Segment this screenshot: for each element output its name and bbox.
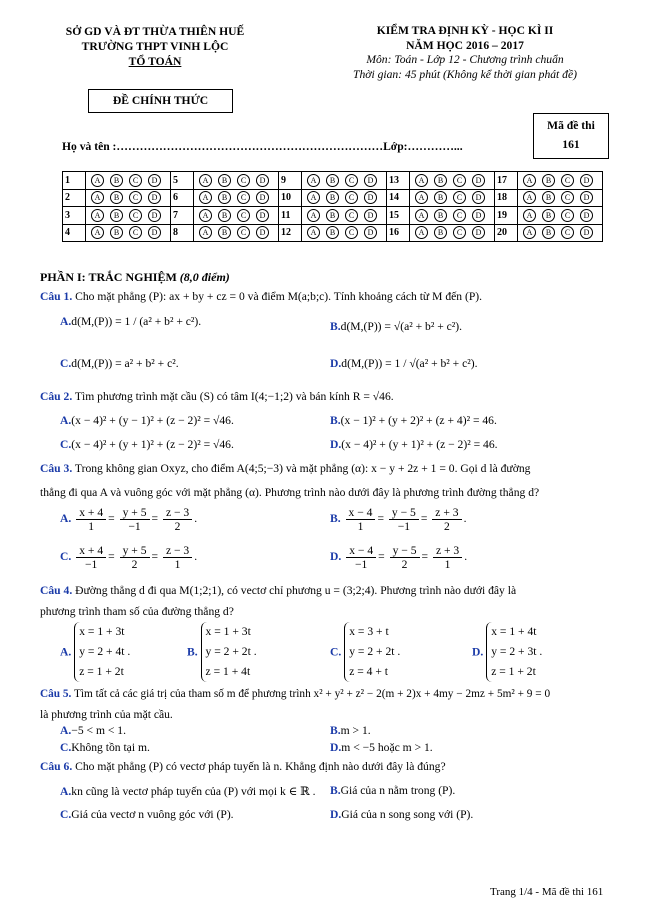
- q6-b-text: Giá của n nằm trong (P).: [340, 784, 456, 797]
- official-stamp: [88, 89, 233, 113]
- answer-bubble-d[interactable]: D: [256, 209, 269, 222]
- answer-bubble-d[interactable]: D: [364, 226, 377, 239]
- answer-bubble-a[interactable]: A: [91, 174, 104, 187]
- section-points: (8,0 điểm): [179, 270, 230, 284]
- question-4: [40, 584, 516, 597]
- answer-bubbles: [86, 189, 171, 207]
- q5-text-1: Tìm tất cả các giá trị của tham số m để phương trình x² + y² + z² − 2(m + 2)x + 4my − 2mz + 5m² + 9 = 0: [74, 688, 551, 700]
- answer-bubble-a[interactable]: A: [199, 209, 212, 222]
- answer-number: 19: [495, 207, 518, 225]
- answer-bubble-c[interactable]: C: [237, 191, 250, 204]
- answer-bubbles: [410, 224, 495, 242]
- answer-bubble-b[interactable]: B: [434, 226, 447, 239]
- answer-bubble-b[interactable]: B: [434, 174, 447, 187]
- answer-bubble-c[interactable]: C: [129, 191, 142, 204]
- q4-option-a[interactable]: A. x = 1 + 3t y = 2 + 4t . z = 1 + 2t: [60, 622, 130, 682]
- q1-option-a[interactable]: A.d(M,(P)) = 1 / (a² + b² + c²).: [60, 315, 202, 328]
- answer-bubble-d[interactable]: D: [148, 209, 161, 222]
- section-title: PHẦN I: TRẮC NGHIỆM (8,0 điểm): [40, 270, 230, 284]
- q1-d-text: d(M,(P)) = 1 / √(a² + b² + c²).: [341, 357, 478, 370]
- answer-bubble-c[interactable]: C: [561, 226, 574, 239]
- answer-number: 20: [495, 224, 518, 242]
- answer-bubble-c[interactable]: C: [237, 209, 250, 222]
- q5-b-text: m > 1.: [340, 724, 371, 737]
- answer-bubble-a[interactable]: A: [199, 174, 212, 187]
- q6-option-b[interactable]: B.Giá của n nằm trong (P).: [330, 784, 456, 797]
- answer-bubble-a[interactable]: A: [523, 191, 536, 204]
- answer-bubbles: [302, 189, 387, 207]
- q3-text-2: thẳng đi qua A và vuông góc với mặt phẳng (α). Phương trình nào dưới đây là phương trình đường thẳng d?: [40, 486, 540, 499]
- answer-bubble-a[interactable]: A: [523, 174, 536, 187]
- school-year: NĂM HỌC 2016 – 2017: [406, 38, 524, 52]
- answer-bubble-d[interactable]: D: [580, 226, 593, 239]
- answer-bubble-b[interactable]: B: [110, 174, 123, 187]
- answer-bubble-b[interactable]: B: [326, 209, 339, 222]
- answer-bubble-c[interactable]: C: [129, 226, 142, 239]
- q6-d-text: Giá của n song song với (P).: [341, 808, 474, 821]
- q5-label: Câu 5.: [40, 688, 72, 700]
- answer-row: [63, 207, 603, 225]
- answer-number: 14: [387, 189, 410, 207]
- answer-bubble-d[interactable]: D: [256, 191, 269, 204]
- q4-option-b[interactable]: B. x = 1 + 3t y = 2 + 2t . z = 1 + 4t: [187, 622, 257, 682]
- q1-option-b[interactable]: B.d(M,(P)) = √(a² + b² + c²).: [330, 320, 463, 333]
- answer-bubble-a[interactable]: A: [307, 191, 320, 204]
- q5-option-b[interactable]: B.m > 1.: [330, 724, 371, 737]
- page-footer: Trang 1/4 - Mã đề thi 161: [490, 886, 604, 898]
- answer-bubble-b[interactable]: B: [542, 174, 555, 187]
- q3-label: Câu 3.: [40, 462, 73, 475]
- answer-bubbles: [518, 207, 603, 225]
- q3-option-c[interactable]: C. $\frac{x + 4}{-1}$ = $\frac{y + 5}{2}$ = $\frac{z - 3}{1}$ .: [60, 544, 198, 571]
- q5-option-c[interactable]: C.Không tồn tại m.: [60, 741, 150, 754]
- answer-bubble-d[interactable]: D: [364, 209, 377, 222]
- exam-code-box: [533, 113, 609, 159]
- answer-bubble-d[interactable]: D: [148, 191, 161, 204]
- answer-bubbles: [302, 207, 387, 225]
- question-5: [40, 688, 550, 700]
- q2-option-a[interactable]: A.(x − 4)² + (y − 1)² + (z − 2)² = √46.: [60, 414, 234, 427]
- answer-bubbles: [302, 224, 387, 242]
- question-6: [40, 760, 446, 773]
- q2-option-d[interactable]: D.(x − 4)² + (y + 1)² + (z − 2)² = 46.: [330, 438, 498, 451]
- q6-option-a[interactable]: A.kn cũng là vectơ pháp tuyến của (P) với mọi k ∈ ℝ .: [60, 785, 316, 798]
- answer-number: 15: [387, 207, 410, 225]
- answer-number: 12: [279, 224, 302, 242]
- answer-bubble-a[interactable]: A: [91, 209, 104, 222]
- exam-code-label: Mã đề thi: [547, 119, 595, 132]
- answer-bubble-a[interactable]: A: [91, 191, 104, 204]
- answer-bubbles: [518, 189, 603, 207]
- q3-option-b[interactable]: B. $\frac{x - 4}{1}$ = $\frac{y - 5}{-1}$ = $\frac{z + 3}{2}$ .: [330, 506, 467, 533]
- answer-bubble-b[interactable]: B: [542, 191, 555, 204]
- answer-bubble-a[interactable]: A: [91, 226, 104, 239]
- answer-bubble-a[interactable]: A: [415, 226, 428, 239]
- answer-number: 10: [279, 189, 302, 207]
- answer-bubble-c[interactable]: C: [453, 174, 466, 187]
- answer-bubbles: [194, 189, 279, 207]
- q5-option-d[interactable]: D.m < −5 hoặc m > 1.: [330, 741, 433, 754]
- answer-bubble-a[interactable]: A: [523, 226, 536, 239]
- q1-option-d[interactable]: D.d(M,(P)) = 1 / √(a² + b² + c²).: [330, 357, 478, 370]
- answer-bubble-c[interactable]: C: [345, 226, 358, 239]
- answer-bubble-b[interactable]: B: [110, 191, 123, 204]
- q2-text: Tìm phương trình mặt cầu (S) có tâm I(4;−1;2) và bán kính R = √46.: [74, 390, 394, 403]
- answer-row: [63, 172, 603, 190]
- answer-bubble-d[interactable]: D: [580, 174, 593, 187]
- answer-bubble-d[interactable]: D: [256, 174, 269, 187]
- q1-text: Cho mặt phẳng (P): ax + by + cz = 0 và điểm M(a;b;c). Tính khoảng cách từ M đến (P).: [75, 290, 483, 303]
- answer-bubble-a[interactable]: A: [307, 174, 320, 187]
- q6-option-c[interactable]: C.Giá của vectơ n vuông góc với (P).: [60, 808, 234, 821]
- answer-row: [63, 189, 603, 207]
- answer-bubble-b[interactable]: B: [326, 174, 339, 187]
- q6-text: Cho mặt phẳng (P) có vectơ pháp tuyến là n. Khẳng định nào dưới đây là đúng?: [75, 760, 446, 773]
- q2-a-text: (x − 4)² + (y − 1)² + (z − 2)² = √46.: [71, 414, 234, 427]
- answer-bubble-c[interactable]: C: [237, 174, 250, 187]
- answer-bubble-d[interactable]: D: [580, 209, 593, 222]
- answer-bubble-a[interactable]: A: [415, 174, 428, 187]
- answer-bubbles: [410, 207, 495, 225]
- answer-bubble-c[interactable]: C: [453, 209, 466, 222]
- exam-title: KIỂM TRA ĐỊNH KỲ - HỌC KÌ II: [376, 24, 554, 37]
- answer-number: 18: [495, 189, 518, 207]
- answer-bubble-b[interactable]: B: [110, 226, 123, 239]
- answer-bubble-c[interactable]: C: [237, 226, 250, 239]
- answer-bubble-c[interactable]: C: [453, 191, 466, 204]
- answer-sheet: [62, 171, 603, 242]
- answer-bubbles: [86, 207, 171, 225]
- answer-bubble-b[interactable]: B: [326, 191, 339, 204]
- answer-number: 8: [171, 224, 194, 242]
- answer-bubble-d[interactable]: D: [472, 191, 485, 204]
- answer-bubble-d[interactable]: D: [472, 226, 485, 239]
- answer-bubble-c[interactable]: C: [561, 191, 574, 204]
- answer-bubbles: [410, 189, 495, 207]
- answer-number: 13: [387, 172, 410, 190]
- answer-bubble-b[interactable]: B: [218, 191, 231, 204]
- exam-code: 161: [562, 138, 580, 151]
- q5-c-text: Không tồn tại m.: [71, 741, 150, 754]
- q5-d-text: m < −5 hoặc m > 1.: [341, 741, 433, 754]
- answer-number: 5: [171, 172, 194, 190]
- answer-bubble-d[interactable]: D: [256, 226, 269, 239]
- q2-c-text: (x − 4)² + (y + 1)² + (z − 2)² = √46.: [71, 438, 234, 451]
- answer-bubble-d[interactable]: D: [580, 191, 593, 204]
- subject: Môn: Toán - Lớp 12 - Chương trình chuẩn: [366, 53, 564, 66]
- answer-bubble-d[interactable]: D: [364, 191, 377, 204]
- answer-bubble-c[interactable]: C: [345, 209, 358, 222]
- answer-bubble-c[interactable]: C: [129, 209, 142, 222]
- answer-bubble-b[interactable]: B: [434, 209, 447, 222]
- q4-text-1: Đường thẳng d đi qua M(1;2;1), có vectơ chỉ phương u = (3;2;4). Phương trình nào dưới đây là: [75, 584, 517, 597]
- answer-bubbles: [518, 224, 603, 242]
- group-name: TỔ TOÁN: [128, 55, 182, 68]
- question-3: [40, 462, 530, 475]
- q2-option-b[interactable]: B.(x − 1)² + (y + 2)² + (z + 4)² = 46.: [330, 414, 497, 427]
- answer-bubbles: [86, 224, 171, 242]
- q5-option-a[interactable]: A.−5 < m < 1.: [60, 724, 127, 737]
- answer-bubble-c[interactable]: C: [561, 174, 574, 187]
- answer-bubbles: [194, 207, 279, 225]
- q1-option-c[interactable]: C.d(M,(P)) = a² + b² + c².: [60, 357, 179, 370]
- q1-a-text: d(M,(P)) = 1 / (a² + b² + c²).: [71, 315, 202, 328]
- answer-bubbles: [86, 172, 171, 190]
- q4-option-d[interactable]: D. x = 1 + 4t y = 2 + 3t . z = 1 + 2t: [472, 622, 542, 682]
- answer-bubble-c[interactable]: C: [129, 174, 142, 187]
- answer-bubble-c[interactable]: C: [345, 174, 358, 187]
- q2-option-c[interactable]: C.(x − 4)² + (y + 1)² + (z − 2)² = √46.: [60, 438, 234, 451]
- q5-text-2: là phương trình của mặt cầu.: [40, 708, 173, 721]
- answer-bubble-b[interactable]: B: [218, 226, 231, 239]
- exam-time: Thời gian: 45 phút (Không kể thời gian phát đề): [353, 67, 577, 81]
- school-name: TRƯỜNG THPT VINH LỘC: [81, 40, 229, 53]
- answer-bubble-b[interactable]: B: [542, 209, 555, 222]
- q6-label: Câu 6.: [40, 760, 73, 773]
- name-line: Họ và tên :……………………………………………………………Lớp:…………...: [62, 140, 463, 153]
- q1-b-text: d(M,(P)) = √(a² + b² + c²).: [340, 320, 463, 333]
- answer-bubble-a[interactable]: A: [415, 209, 428, 222]
- answer-number: 16: [387, 224, 410, 242]
- answer-bubbles: [518, 172, 603, 190]
- answer-number: 2: [63, 189, 86, 207]
- answer-bubble-d[interactable]: D: [148, 174, 161, 187]
- q2-label: Câu 2.: [40, 390, 73, 403]
- answer-bubble-d[interactable]: D: [472, 174, 485, 187]
- answer-bubble-a[interactable]: A: [523, 209, 536, 222]
- answer-number: 11: [279, 207, 302, 225]
- answer-bubble-c[interactable]: C: [345, 191, 358, 204]
- official-label: ĐỀ CHÍNH THỨC: [112, 94, 209, 107]
- q1-label: Câu 1.: [40, 290, 73, 303]
- answer-bubble-d[interactable]: D: [148, 226, 161, 239]
- q3-option-a[interactable]: A. $\frac{x + 4}{1}$ = $\frac{y + 5}{-1}$ = $\frac{z - 3}{2}$ .: [60, 506, 198, 533]
- answer-number: 6: [171, 189, 194, 207]
- answer-bubbles: [194, 224, 279, 242]
- answer-bubble-a[interactable]: A: [307, 209, 320, 222]
- q1-c-text: d(M,(P)) = a² + b² + c².: [71, 357, 179, 370]
- answer-bubble-b[interactable]: B: [218, 174, 231, 187]
- q2-d-text: (x − 4)² + (y + 1)² + (z − 2)² = 46.: [341, 438, 498, 451]
- q6-option-d[interactable]: D.Giá của n song song với (P).: [330, 808, 474, 821]
- answer-bubble-a[interactable]: A: [199, 191, 212, 204]
- answer-number: 4: [63, 224, 86, 242]
- answer-bubble-b[interactable]: B: [542, 226, 555, 239]
- q4-text-2: phương trình tham số của đường thẳng d?: [40, 605, 234, 618]
- answer-bubble-a[interactable]: A: [307, 226, 320, 239]
- q3-text-1: Trong không gian Oxyz, cho điểm A(4;5;−3) và mặt phẳng (α): x − y + 2z + 1 = 0. Gọi d là đường: [74, 462, 531, 475]
- answer-number: 1: [63, 172, 86, 190]
- q5-a-text: −5 < m < 1.: [71, 724, 127, 737]
- answer-bubble-a[interactable]: A: [415, 191, 428, 204]
- question-2: [40, 390, 394, 403]
- answer-number: 9: [279, 172, 302, 190]
- q6-a-text: kn cũng là vectơ pháp tuyến của (P) với mọi k ∈ ℝ .: [71, 785, 316, 798]
- answer-bubble-c[interactable]: C: [453, 226, 466, 239]
- answer-bubbles: [410, 172, 495, 190]
- department-name: SỞ GD VÀ ĐT THỪA THIÊN HUẾ: [65, 25, 245, 38]
- answer-bubble-b[interactable]: B: [434, 191, 447, 204]
- q6-c-text: Giá của vectơ n vuông góc với (P).: [71, 808, 234, 821]
- q4-label: Câu 4.: [40, 584, 73, 597]
- question-1: [40, 290, 482, 303]
- answer-bubble-d[interactable]: D: [364, 174, 377, 187]
- answer-number: 3: [63, 207, 86, 225]
- answer-bubble-b[interactable]: B: [110, 209, 123, 222]
- answer-bubbles: [194, 172, 279, 190]
- answer-row: [63, 224, 603, 242]
- q4-option-c[interactable]: C. x = 3 + t y = 2 + 2t . z = 4 + t: [330, 622, 400, 682]
- answer-number: 17: [495, 172, 518, 190]
- q2-b-text: (x − 1)² + (y + 2)² + (z + 4)² = 46.: [340, 414, 497, 427]
- answer-bubble-a[interactable]: A: [199, 226, 212, 239]
- answer-bubble-d[interactable]: D: [472, 209, 485, 222]
- answer-bubbles: [302, 172, 387, 190]
- answer-bubble-b[interactable]: B: [326, 226, 339, 239]
- q3-option-d[interactable]: D. $\frac{x - 4}{-1}$ = $\frac{y - 5}{2}$ = $\frac{z + 3}{1}$ .: [330, 544, 468, 571]
- answer-bubble-b[interactable]: B: [218, 209, 231, 222]
- answer-number: 7: [171, 207, 194, 225]
- answer-bubble-c[interactable]: C: [561, 209, 574, 222]
